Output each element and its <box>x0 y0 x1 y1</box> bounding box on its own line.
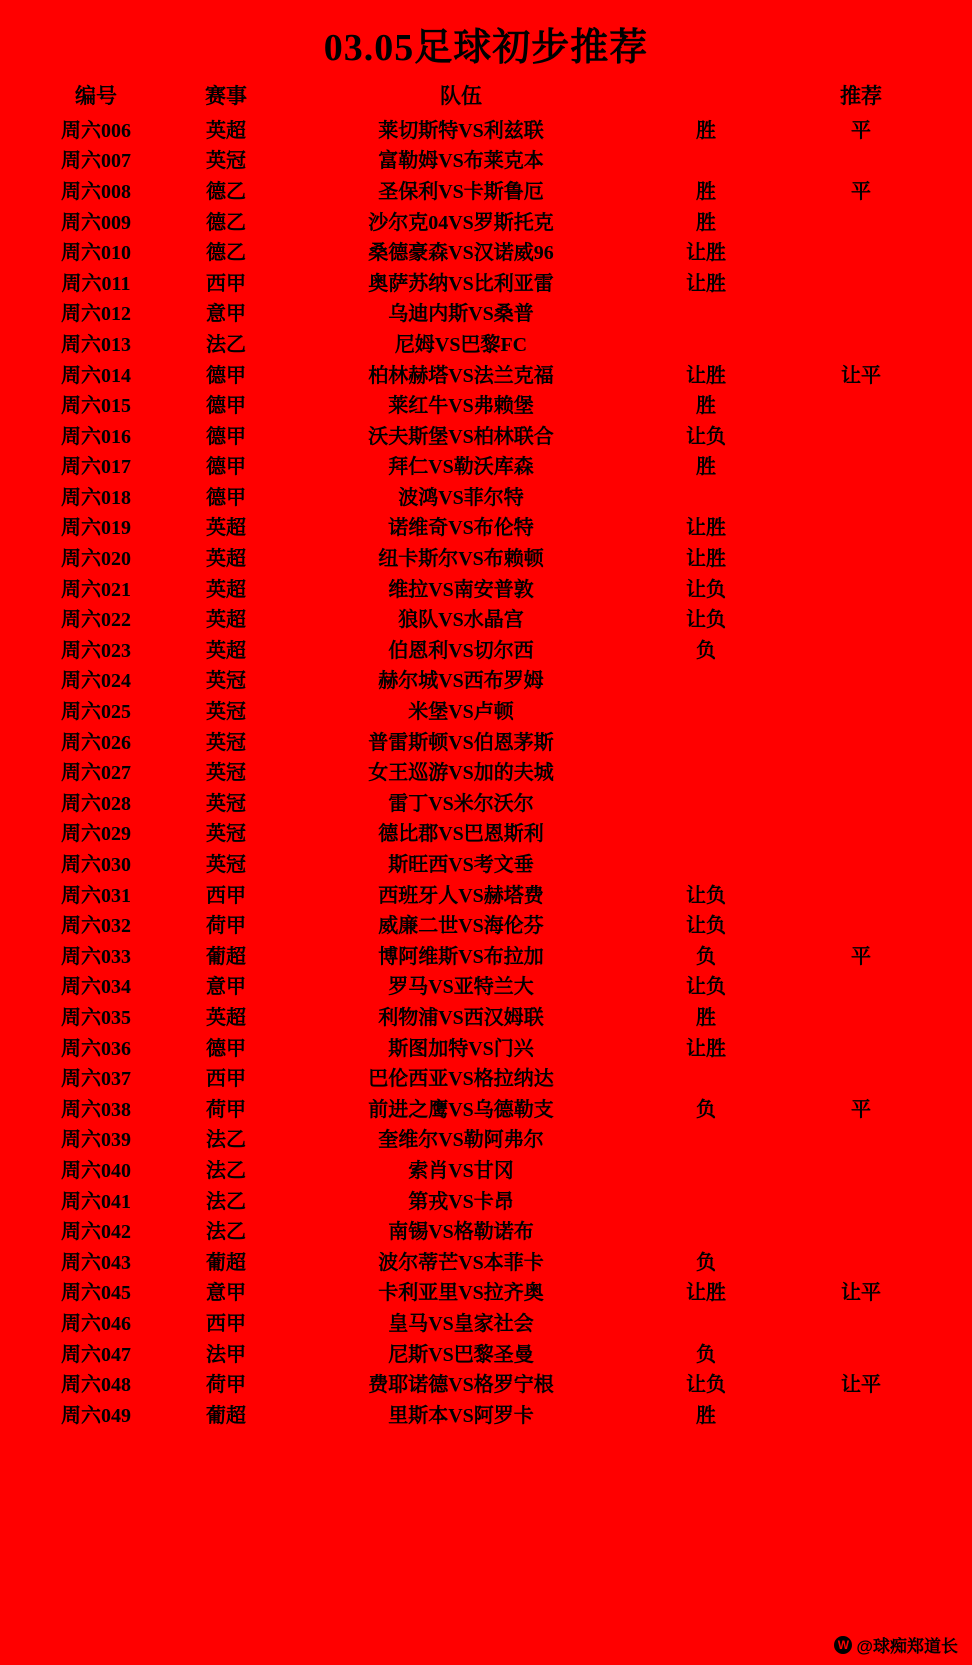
cell-league: 英冠 <box>206 731 246 754</box>
cell-id: 周六037 <box>61 1068 131 1091</box>
table-row <box>26 1371 946 1402</box>
cell-league: 英超 <box>206 517 246 540</box>
cell-teams: 富勒姆VS布莱克本 <box>378 150 544 173</box>
cell-rec1: 让胜 <box>686 364 726 387</box>
table-row <box>26 912 946 943</box>
table-row <box>26 1402 946 1433</box>
cell-teams: 女王巡游VS加的夫城 <box>368 762 554 785</box>
table-row <box>26 484 946 515</box>
cell-id: 周六042 <box>61 1221 131 1244</box>
cell-rec2 <box>776 270 946 301</box>
cell-id: 周六041 <box>61 1190 131 1213</box>
cell-id: 周六021 <box>61 578 131 601</box>
cell-teams: 维拉VS南安普敦 <box>388 578 534 601</box>
page-title: 03.05足球初步推荐 <box>323 27 649 69</box>
cell-id: 周六028 <box>61 792 131 815</box>
cell-teams: 诺维奇VS布伦特 <box>388 517 534 540</box>
cell-league: 英超 <box>206 639 246 662</box>
cell-league: 英冠 <box>206 701 246 724</box>
cell-rec1: 让胜 <box>686 242 726 265</box>
cell-rec2 <box>776 576 946 607</box>
cell-teams: 里斯本VS阿罗卡 <box>388 1404 534 1427</box>
cell-teams: 桑德豪森VS汉诺威96 <box>368 242 554 265</box>
cell-rec1: 让负 <box>686 1374 726 1397</box>
table-row <box>26 1126 946 1157</box>
cell-rec2 <box>776 606 946 637</box>
table-row <box>26 729 946 760</box>
cell-rec1: 让负 <box>686 609 726 632</box>
cell-id: 周六029 <box>61 823 131 846</box>
cell-league: 德乙 <box>206 242 246 265</box>
cell-teams: 纽卡斯尔VS布赖顿 <box>378 548 544 571</box>
cell-rec1 <box>636 1218 776 1249</box>
cell-rec1 <box>636 331 776 362</box>
table-row <box>26 1004 946 1035</box>
cell-rec1 <box>636 667 776 698</box>
cell-league: 英冠 <box>206 670 246 693</box>
cell-league: 英冠 <box>206 792 246 815</box>
cell-rec2: 平 <box>851 180 871 203</box>
cell-teams: 利物浦VS西汉姆联 <box>378 1006 544 1029</box>
column-header-id: 编号 <box>75 84 117 108</box>
cell-teams: 奎维尔VS勒阿弗尔 <box>378 1129 544 1152</box>
cell-league: 英冠 <box>206 762 246 785</box>
cell-league: 意甲 <box>206 976 246 999</box>
column-header-blank <box>636 81 776 117</box>
cell-league: 荷甲 <box>206 915 246 938</box>
table-row <box>26 362 946 393</box>
cell-id: 周六038 <box>61 1098 131 1121</box>
cell-teams: 沙尔克04VS罗斯托克 <box>368 211 554 234</box>
column-header-recommendation: 推荐 <box>840 84 882 108</box>
table-row <box>26 1065 946 1096</box>
cell-rec1: 负 <box>696 639 716 662</box>
cell-rec2 <box>776 729 946 760</box>
cell-id: 周六008 <box>61 180 131 203</box>
cell-league: 德甲 <box>206 486 246 509</box>
cell-league: 英超 <box>206 1006 246 1029</box>
cell-rec1: 负 <box>696 1251 716 1274</box>
cell-id: 周六016 <box>61 425 131 448</box>
cell-id: 周六007 <box>61 150 131 173</box>
cell-rec2 <box>776 1157 946 1188</box>
cell-league: 英超 <box>206 609 246 632</box>
cell-league: 葡超 <box>206 1404 246 1427</box>
cell-league: 西甲 <box>206 884 246 907</box>
table-row <box>26 147 946 178</box>
cell-teams: 伯恩利VS切尔西 <box>388 639 534 662</box>
cell-league: 葡超 <box>206 945 246 968</box>
cell-league: 英超 <box>206 578 246 601</box>
cell-id: 周六009 <box>61 211 131 234</box>
cell-id: 周六025 <box>61 701 131 724</box>
cell-league: 德甲 <box>206 364 246 387</box>
cell-rec2 <box>776 209 946 240</box>
cell-rec1 <box>636 1310 776 1341</box>
cell-rec2 <box>776 239 946 270</box>
cell-rec2 <box>776 331 946 362</box>
cell-teams: 罗马VS亚特兰大 <box>388 976 534 999</box>
cell-rec2 <box>776 423 946 454</box>
cell-teams: 第戎VS卡昂 <box>408 1190 514 1213</box>
cell-rec1: 让胜 <box>686 517 726 540</box>
cell-teams: 皇马VS皇家社会 <box>388 1312 534 1335</box>
cell-rec2 <box>776 453 946 484</box>
cell-rec1: 让胜 <box>686 548 726 571</box>
cell-id: 周六048 <box>61 1374 131 1397</box>
cell-teams: 前进之鹰VS乌德勒支 <box>368 1098 554 1121</box>
cell-teams: 圣保利VS卡斯鲁厄 <box>378 180 544 203</box>
cell-teams: 尼姆VS巴黎FC <box>394 333 528 356</box>
cell-league: 葡超 <box>206 1251 246 1274</box>
weibo-icon: W <box>834 1636 852 1654</box>
cell-league: 法乙 <box>206 1221 246 1244</box>
cell-rec2 <box>776 851 946 882</box>
cell-rec2 <box>776 1035 946 1066</box>
cell-teams: 威廉二世VS海伦芬 <box>378 915 544 938</box>
cell-league: 英超 <box>206 548 246 571</box>
cell-id: 周六030 <box>61 854 131 877</box>
cell-rec2 <box>776 1188 946 1219</box>
table-row <box>26 576 946 607</box>
cell-league: 意甲 <box>206 303 246 326</box>
cell-rec2 <box>776 1310 946 1341</box>
cell-teams: 斯图加特VS门兴 <box>388 1037 534 1060</box>
watermark <box>834 1632 958 1657</box>
cell-id: 周六012 <box>61 303 131 326</box>
cell-teams: 西班牙人VS赫塔费 <box>378 884 544 907</box>
cell-rec1: 胜 <box>696 456 716 479</box>
cell-rec2: 平 <box>851 119 871 142</box>
table-row <box>26 545 946 576</box>
cell-rec2 <box>776 882 946 913</box>
table-row <box>26 759 946 790</box>
table-row <box>26 1096 946 1127</box>
cell-rec2: 让平 <box>841 1374 881 1397</box>
cell-rec1 <box>636 147 776 178</box>
cell-id: 周六024 <box>61 670 131 693</box>
table-row <box>26 790 946 821</box>
cell-rec1: 让胜 <box>686 1037 726 1060</box>
cell-rec1: 胜 <box>696 395 716 418</box>
cell-rec2 <box>776 790 946 821</box>
cell-rec1: 胜 <box>696 211 716 234</box>
cell-rec1 <box>636 851 776 882</box>
table-row <box>26 1341 946 1372</box>
cell-rec2 <box>776 912 946 943</box>
cell-id: 周六040 <box>61 1159 131 1182</box>
cell-teams: 乌迪内斯VS桑普 <box>388 303 534 326</box>
cell-id: 周六043 <box>61 1251 131 1274</box>
table-row <box>26 667 946 698</box>
cell-league: 法甲 <box>206 1343 246 1366</box>
cell-rec1: 让负 <box>686 915 726 938</box>
cell-teams: 沃夫斯堡VS柏林联合 <box>368 425 554 448</box>
cell-id: 周六032 <box>61 915 131 938</box>
cell-rec2 <box>776 759 946 790</box>
cell-rec1 <box>636 790 776 821</box>
cell-rec2 <box>776 545 946 576</box>
cell-teams: 拜仁VS勒沃库森 <box>388 456 534 479</box>
cell-rec1: 胜 <box>696 180 716 203</box>
cell-league: 英冠 <box>206 150 246 173</box>
cell-rec1: 负 <box>696 1098 716 1121</box>
cell-id: 周六013 <box>61 333 131 356</box>
cell-rec1: 让负 <box>686 578 726 601</box>
cell-id: 周六039 <box>61 1129 131 1152</box>
cell-id: 周六034 <box>61 976 131 999</box>
table-row <box>26 1188 946 1219</box>
table-row <box>26 973 946 1004</box>
cell-league: 法乙 <box>206 1159 246 1182</box>
table-row <box>26 943 946 974</box>
cell-league: 法乙 <box>206 333 246 356</box>
cell-rec2 <box>776 1341 946 1372</box>
table-row <box>26 1157 946 1188</box>
cell-rec1: 让负 <box>686 884 726 907</box>
cell-rec1 <box>636 1188 776 1219</box>
column-header-league: 赛事 <box>205 84 247 108</box>
cell-league: 西甲 <box>206 1068 246 1091</box>
cell-league: 西甲 <box>206 272 246 295</box>
table-row <box>26 1249 946 1280</box>
cell-league: 法乙 <box>206 1129 246 1152</box>
cell-id: 周六023 <box>61 639 131 662</box>
table-row <box>26 209 946 240</box>
table-row <box>26 453 946 484</box>
cell-id: 周六027 <box>61 762 131 785</box>
cell-teams: 巴伦西亚VS格拉纳达 <box>368 1068 554 1091</box>
cell-rec2: 平 <box>851 945 871 968</box>
table-row <box>26 1279 946 1310</box>
cell-rec1 <box>636 820 776 851</box>
table-row <box>26 820 946 851</box>
cell-id: 周六049 <box>61 1404 131 1427</box>
cell-teams: 雷丁VS米尔沃尔 <box>388 792 534 815</box>
cell-rec2 <box>776 1218 946 1249</box>
table-row <box>26 1310 946 1341</box>
table-row <box>26 300 946 331</box>
table-header-row <box>26 81 946 117</box>
cell-id: 周六015 <box>61 395 131 418</box>
cell-rec2 <box>776 300 946 331</box>
table-row <box>26 882 946 913</box>
table-row <box>26 239 946 270</box>
cell-league: 英超 <box>206 119 246 142</box>
cell-rec2 <box>776 1126 946 1157</box>
cell-rec2 <box>776 637 946 668</box>
cell-teams: 波尔蒂芒VS本菲卡 <box>378 1251 544 1274</box>
cell-teams: 波鸿VS菲尔特 <box>398 486 524 509</box>
cell-league: 意甲 <box>206 1282 246 1305</box>
cell-teams: 博阿维斯VS布拉加 <box>378 945 544 968</box>
cell-league: 德乙 <box>206 180 246 203</box>
cell-teams: 莱切斯特VS利兹联 <box>378 119 544 142</box>
cell-league: 法乙 <box>206 1190 246 1213</box>
table-row <box>26 117 946 148</box>
matches-table <box>26 81 946 1432</box>
table-row <box>26 851 946 882</box>
cell-id: 周六010 <box>61 242 131 265</box>
cell-id: 周六045 <box>61 1282 131 1305</box>
cell-id: 周六011 <box>61 272 131 295</box>
cell-league: 德甲 <box>206 1037 246 1060</box>
table-row <box>26 178 946 209</box>
cell-rec2: 让平 <box>841 364 881 387</box>
cell-rec2 <box>776 1004 946 1035</box>
table-body <box>26 117 946 1433</box>
cell-teams: 德比郡VS巴恩斯利 <box>378 823 544 846</box>
table-row <box>26 331 946 362</box>
table-row <box>26 1035 946 1066</box>
cell-rec1: 胜 <box>696 1404 716 1427</box>
cell-rec2 <box>776 514 946 545</box>
cell-id: 周六022 <box>61 609 131 632</box>
table-row <box>26 270 946 301</box>
cell-rec2: 平 <box>851 1098 871 1121</box>
table-row <box>26 514 946 545</box>
cell-id: 周六026 <box>61 731 131 754</box>
cell-id: 周六019 <box>61 517 131 540</box>
cell-id: 周六020 <box>61 548 131 571</box>
cell-league: 德甲 <box>206 425 246 448</box>
cell-rec2 <box>776 1249 946 1280</box>
cell-rec1: 负 <box>696 945 716 968</box>
cell-id: 周六035 <box>61 1006 131 1029</box>
cell-id: 周六006 <box>61 119 131 142</box>
table-row <box>26 392 946 423</box>
cell-teams: 赫尔城VS西布罗姆 <box>378 670 544 693</box>
table-header <box>26 81 946 117</box>
cell-id: 周六047 <box>61 1343 131 1366</box>
cell-rec1: 胜 <box>696 1006 716 1029</box>
cell-id: 周六046 <box>61 1312 131 1335</box>
cell-rec1 <box>636 484 776 515</box>
cell-teams: 普雷斯顿VS伯恩茅斯 <box>368 731 554 754</box>
cell-league: 英冠 <box>206 854 246 877</box>
cell-teams: 南锡VS格勒诺布 <box>388 1221 534 1244</box>
cell-rec2 <box>776 1402 946 1433</box>
cell-teams: 莱红牛VS弗赖堡 <box>388 395 534 418</box>
cell-teams: 费耶诺德VS格罗宁根 <box>368 1374 554 1397</box>
cell-rec1 <box>636 729 776 760</box>
cell-rec2 <box>776 484 946 515</box>
cell-rec1 <box>636 759 776 790</box>
cell-id: 周六017 <box>61 456 131 479</box>
cell-teams: 柏林赫塔VS法兰克福 <box>368 364 554 387</box>
cell-teams: 狼队VS水晶宫 <box>398 609 524 632</box>
cell-league: 德甲 <box>206 395 246 418</box>
cell-rec2 <box>776 973 946 1004</box>
table-row <box>26 637 946 668</box>
cell-id: 周六033 <box>61 945 131 968</box>
cell-league: 西甲 <box>206 1312 246 1335</box>
table-row <box>26 698 946 729</box>
cell-teams: 米堡VS卢顿 <box>408 701 514 724</box>
cell-rec1: 胜 <box>696 119 716 142</box>
cell-league: 荷甲 <box>206 1374 246 1397</box>
cell-rec2 <box>776 392 946 423</box>
cell-teams: 索肖VS甘冈 <box>408 1159 514 1182</box>
watermark-text: @球痴郑道长 <box>856 1637 958 1656</box>
cell-rec1 <box>636 1157 776 1188</box>
table-row <box>26 606 946 637</box>
cell-teams: 卡利亚里VS拉齐奥 <box>378 1282 544 1305</box>
cell-rec2 <box>776 1065 946 1096</box>
cell-rec1: 让胜 <box>686 272 726 295</box>
cell-rec1: 让负 <box>686 976 726 999</box>
cell-rec1 <box>636 698 776 729</box>
cell-league: 德甲 <box>206 456 246 479</box>
table-row <box>26 423 946 454</box>
cell-rec2 <box>776 667 946 698</box>
cell-rec1 <box>636 300 776 331</box>
cell-rec2 <box>776 820 946 851</box>
cell-id: 周六018 <box>61 486 131 509</box>
cell-teams: 尼斯VS巴黎圣曼 <box>388 1343 534 1366</box>
cell-rec2 <box>776 147 946 178</box>
cell-rec1: 负 <box>696 1343 716 1366</box>
cell-teams: 斯旺西VS考文垂 <box>388 854 534 877</box>
cell-league: 荷甲 <box>206 1098 246 1121</box>
cell-rec1: 让胜 <box>686 1282 726 1305</box>
table-row <box>26 1218 946 1249</box>
cell-teams: 奥萨苏纳VS比利亚雷 <box>368 272 554 295</box>
cell-id: 周六031 <box>61 884 131 907</box>
cell-rec2 <box>776 698 946 729</box>
cell-league: 德乙 <box>206 211 246 234</box>
cell-rec1 <box>636 1065 776 1096</box>
cell-id: 周六036 <box>61 1037 131 1060</box>
column-header-teams: 队伍 <box>440 84 482 108</box>
cell-rec1 <box>636 1126 776 1157</box>
cell-id: 周六014 <box>61 364 131 387</box>
cell-league: 英冠 <box>206 823 246 846</box>
cell-rec1: 让负 <box>686 425 726 448</box>
cell-rec2: 让平 <box>841 1282 881 1305</box>
